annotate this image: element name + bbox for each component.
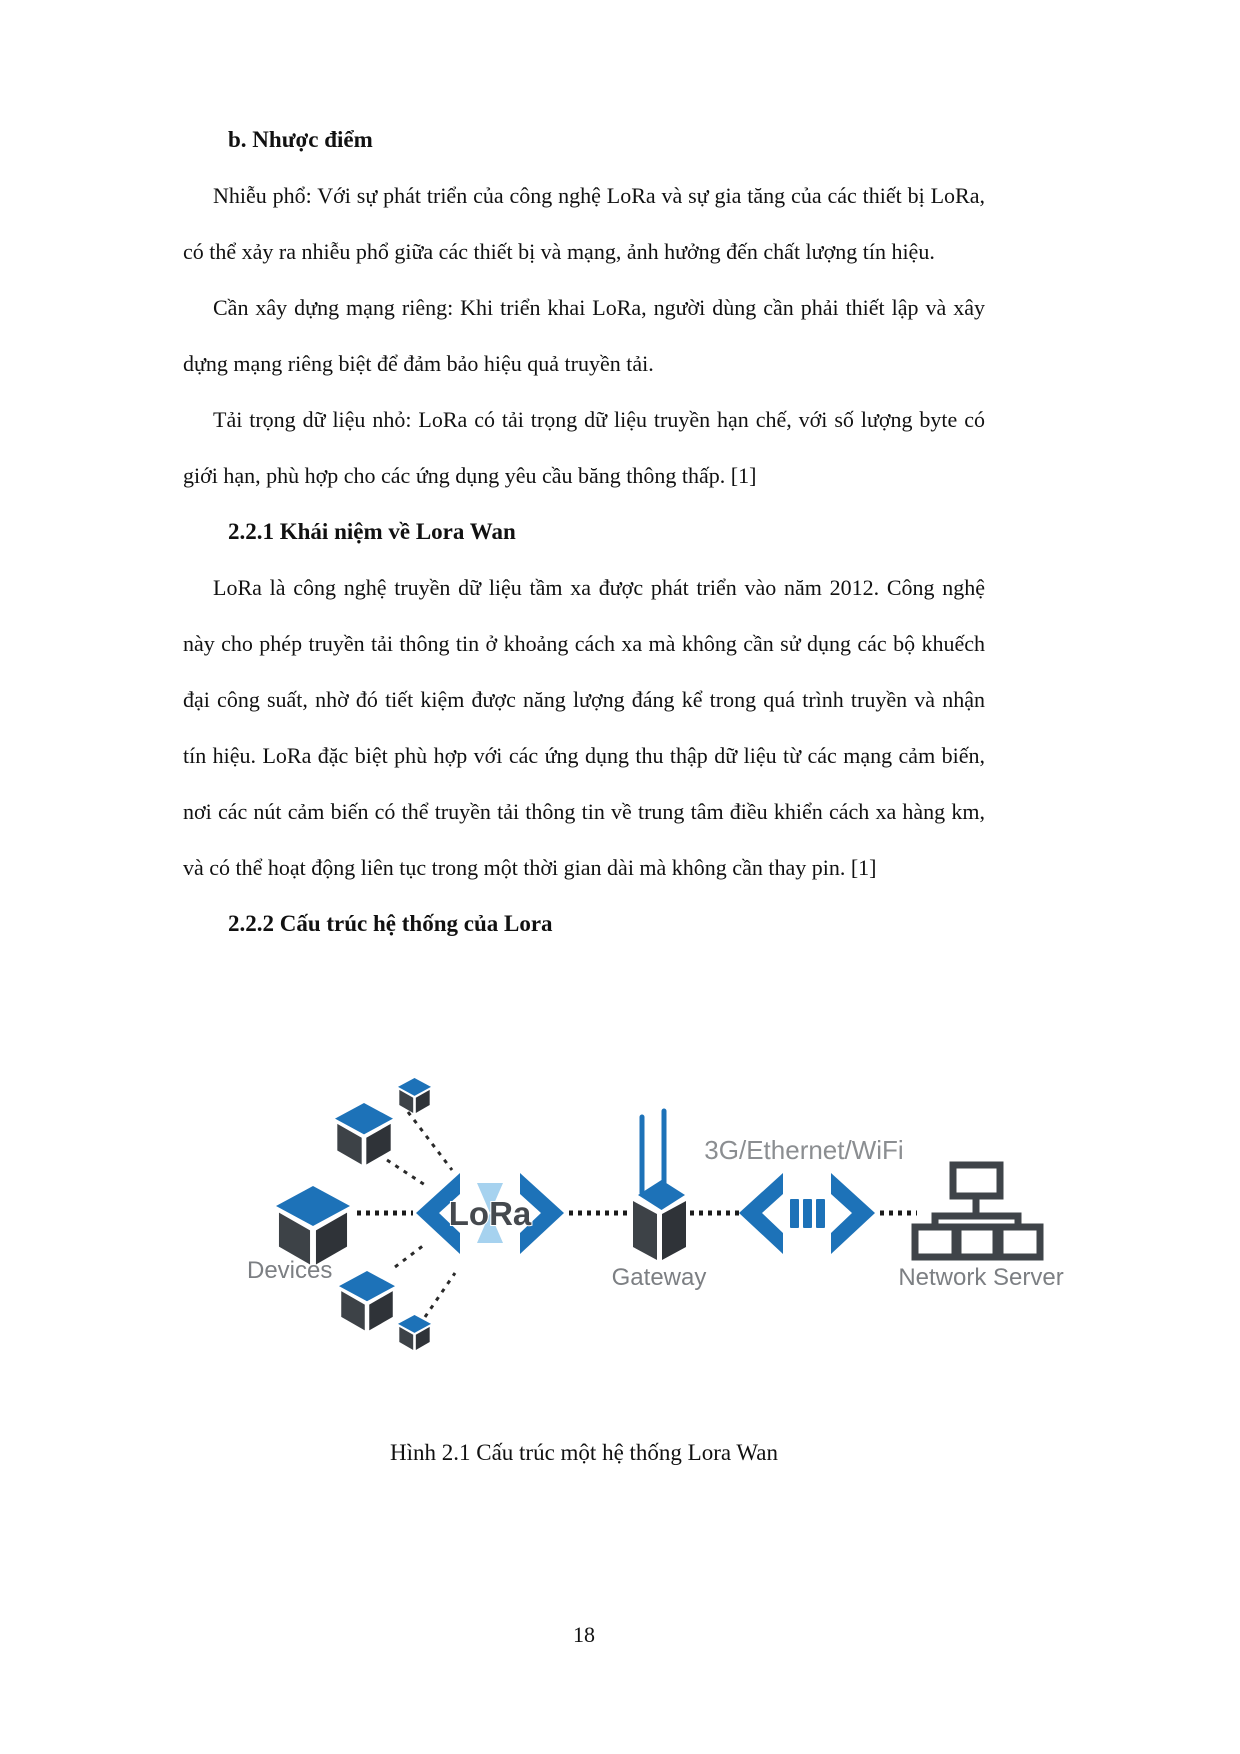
bar-icon <box>816 1199 825 1228</box>
paragraph-lora-concept: LoRa là công nghệ truyền dữ liệu tầm xa được phát triển vào năm 2012. Công nghệ này cho phép truyền tải thông tin ở khoảng cách xa mà không cần sử dụng các bộ khuếch đại công suất, nhờ đó tiết kiệm được năng lượng đáng kể trong quá trình truyền và nhận tín hiệu. LoRa đặc biệt phù hợp với các ứng dụng thu thập dữ liệu từ các mạng cảm biến, nơi các nút cảm biến có thể truyền tải thông tin về trung tâm điều khiển cách xa hàng km, và có thể hoạt động liên tục trong một thời gian dài mà không cần thay pin. [1] <box>183 575 985 880</box>
device-cube-icon <box>398 1078 431 1113</box>
page-number: 18 <box>573 1622 595 1647</box>
bar-icon <box>790 1199 799 1228</box>
device-link-dotted-line <box>408 1112 452 1170</box>
device-cube-icon <box>335 1103 393 1164</box>
paragraph-private-network: Cần xây dựng mạng riêng: Khi triển khai LoRa, người dùng cần phải thiết lập và xây dựng mạng riêng biệt để đảm bảo hiệu quả truyền tải. <box>183 295 985 376</box>
paragraph-payload: Tải trọng dữ liệu nhỏ: LoRa có tải trọng dữ liệu truyền hạn chế, với số lượng byte có giới hạn, phù hợp cho các ứng dụng yêu cầu băng thông thấp. [1] <box>183 407 985 488</box>
lora-architecture-diagram <box>247 1075 1077 1360</box>
heading-disadvantages: b. Nhược điểm <box>228 127 373 152</box>
paragraph-interference: Nhiễu phổ: Với sự phát triển của công nghệ LoRa và sự gia tăng của các thiết bị LoRa, có thể xảy ra nhiễu phổ giữa các thiết bị và mạng, ảnh hưởng đến chất lượng tín hiệu. <box>183 183 985 264</box>
heading-2-2-1: 2.2.1 Khái niệm về Lora Wan <box>228 519 516 544</box>
backhaul-label: 3G/Ethernet/WiFi <box>704 1135 904 1165</box>
device-link-dotted-line <box>425 1273 455 1317</box>
device-cube-icon <box>276 1186 350 1264</box>
device-cube-icon <box>339 1271 395 1330</box>
device-link-dotted-line <box>395 1245 424 1267</box>
gateway-label: Gateway <box>611 1264 707 1291</box>
body-text <box>183 112 985 952</box>
figure-lora-architecture <box>247 1075 1077 1360</box>
lora-symbol <box>416 1173 564 1254</box>
device-cube-icon <box>398 1315 431 1350</box>
device-link-dotted-line <box>387 1160 425 1185</box>
network-server-label: Network Server <box>898 1264 1064 1291</box>
heading-2-2-2: 2.2.2 Cấu trúc hệ thống của Lora <box>228 911 553 936</box>
network-server-icon <box>915 1165 1040 1257</box>
bar-icon <box>803 1199 812 1228</box>
figure-caption: Hình 2.1 Cấu trúc một hệ thống Lora Wan <box>389 1440 778 1465</box>
right-chevron-icon <box>831 1173 875 1254</box>
left-chevron-icon <box>739 1173 783 1254</box>
backhaul-symbol <box>739 1173 875 1254</box>
devices-label: Devices <box>247 1257 333 1284</box>
gateway-icon <box>633 1111 686 1260</box>
lora-label: LoRa <box>448 1195 532 1232</box>
